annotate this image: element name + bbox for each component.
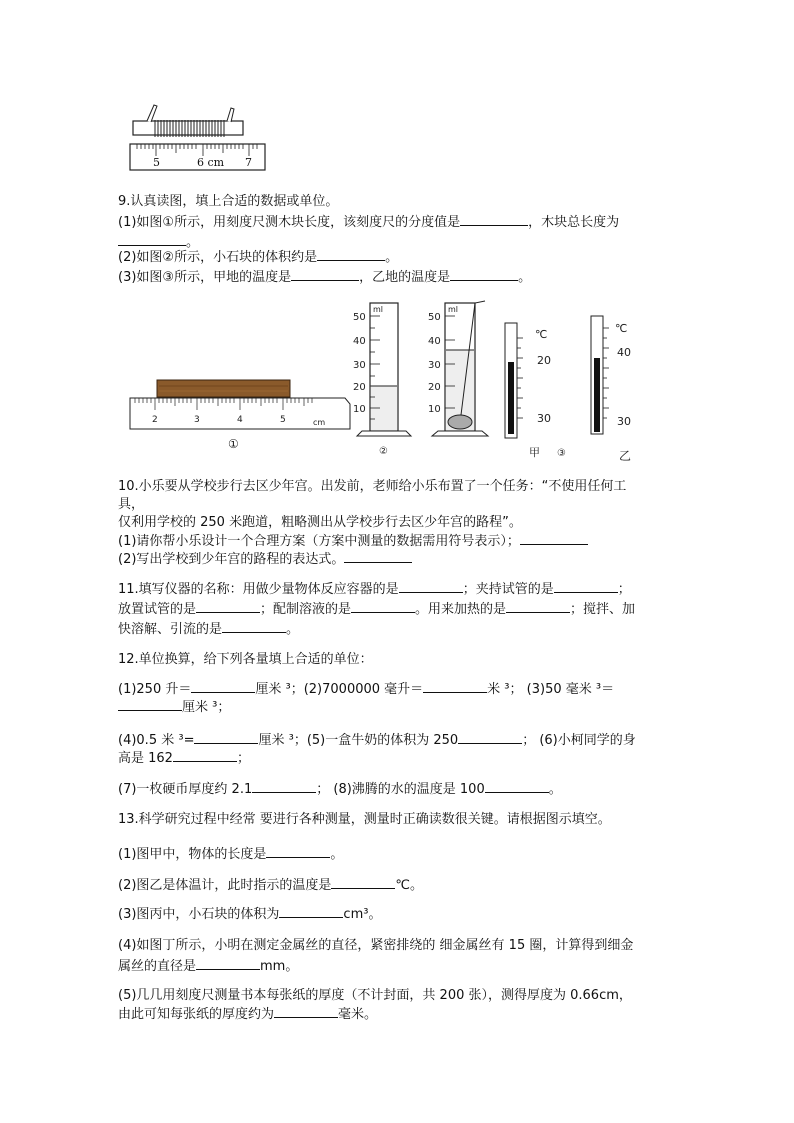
answer-blank[interactable] bbox=[279, 905, 343, 918]
q11-line2: 放置试管的是 ；配制溶液的是 。用来加热的是 ；搅拌、加 bbox=[118, 602, 636, 617]
ruler-num-2: 2 bbox=[152, 415, 158, 425]
q10-line1: 10.小乐要从学校步行去区少年宫。出发前，老师给小乐布置了一个任务：“不使用任何工 bbox=[118, 479, 627, 494]
cyl2-tick-30: 30 bbox=[428, 360, 441, 371]
answer-blank[interactable] bbox=[173, 749, 237, 762]
q12-title: 12.单位换算，给下列各量填上合适的单位： bbox=[118, 652, 373, 667]
q9-part3: (3)如图③所示，甲地的温度是 ，乙地的温度是 。 bbox=[118, 270, 532, 285]
cyl2-tick-20: 20 bbox=[428, 382, 441, 393]
answer-blank[interactable] bbox=[118, 233, 186, 246]
answer-blank[interactable] bbox=[460, 213, 528, 226]
cyl-tick-50: 50 bbox=[353, 312, 366, 323]
ruler-num-3: 3 bbox=[194, 415, 200, 425]
answer-blank[interactable] bbox=[450, 268, 518, 281]
coil-ruler-figure bbox=[125, 100, 270, 172]
answer-blank[interactable] bbox=[266, 845, 330, 858]
cyl2-tick-50: 50 bbox=[428, 312, 441, 323]
thermo1-unit: ℃ bbox=[535, 328, 548, 341]
answer-blank[interactable] bbox=[196, 600, 260, 613]
answer-blank[interactable] bbox=[485, 780, 549, 793]
answer-blank[interactable] bbox=[423, 680, 487, 693]
q12-line1: (1)250 升＝ 厘米 ³；(2)7000000 毫升＝ 米 ³； (3)50 毫米 ³＝ bbox=[118, 682, 615, 697]
ruler-label-7: 7 bbox=[245, 156, 252, 169]
figure-cylinders bbox=[353, 301, 488, 457]
cyl2-tick-40: 40 bbox=[428, 336, 441, 347]
jia-label: 甲 bbox=[529, 446, 540, 459]
ruler-label-5: 5 bbox=[153, 156, 160, 169]
q13-part1: (1)图甲中，物体的长度是 。 bbox=[118, 847, 344, 862]
answer-blank[interactable] bbox=[222, 620, 286, 633]
answer-blank[interactable] bbox=[506, 600, 570, 613]
q9-part2: (2)如图②所示，小石块的体积约是 。 bbox=[118, 250, 399, 265]
figure-label-2: ② bbox=[379, 446, 388, 457]
thermo2-tick-40: 40 bbox=[617, 346, 631, 359]
q10-part1: (1)请你帮小乐设计一个合理方案（方案中测量的数据需用符号表示）； bbox=[118, 532, 588, 551]
answer-blank[interactable] bbox=[274, 1005, 338, 1018]
q13-part4-cont: 属丝的直径是 mm。 bbox=[118, 959, 299, 974]
q12-line2: 厘米 ³； bbox=[118, 698, 230, 717]
q9-part1: (1)如图①所示，用刻度尺测木块长度，该刻度尺的分度值是 ，木块总长度为 bbox=[118, 215, 620, 230]
q13-part5-cont: 由此可知每张纸的厚度约为 毫米。 bbox=[118, 1007, 378, 1022]
q10-line2: 具， bbox=[118, 497, 145, 512]
figure-thermometers bbox=[505, 316, 631, 463]
thermo1-tick-30: 30 bbox=[537, 412, 551, 425]
q11-line3: 快溶解、引流的是 。 bbox=[118, 622, 300, 637]
q10-line3: 仅利用学校的 250 米跑道，粗略测出从学校步行去区少年宫的路程”。 bbox=[118, 515, 522, 530]
ruler-unit: cm bbox=[313, 418, 326, 427]
cyl-tick-10: 10 bbox=[353, 404, 366, 415]
answer-blank[interactable] bbox=[191, 680, 255, 693]
answer-blank[interactable] bbox=[317, 248, 385, 261]
answer-blank[interactable] bbox=[196, 957, 260, 970]
cyl-tick-40: 40 bbox=[353, 336, 366, 347]
cyl2-tick-10: 10 bbox=[428, 404, 441, 415]
cyl-unit-2: ml bbox=[448, 305, 459, 314]
q11-line1: 11.填写仪器的名称：用做少量物体反应容器的是 ；夹持试管的是 ； bbox=[118, 582, 631, 597]
answer-blank[interactable] bbox=[331, 876, 395, 889]
thermo1-tick-20: 20 bbox=[537, 354, 551, 367]
figure-label-3: ③ bbox=[557, 448, 566, 459]
cyl-tick-30: 30 bbox=[353, 360, 366, 371]
ruler-label-6cm: 6 cm bbox=[197, 156, 225, 169]
answer-blank[interactable] bbox=[252, 780, 316, 793]
cyl-tick-20: 20 bbox=[353, 382, 366, 393]
answer-blank[interactable] bbox=[554, 580, 618, 593]
q12-line3: (4)0.5 米 ³= 厘米 ³；(5)一盒牛奶的体积为 250 ； (6)小柯同学的身 bbox=[118, 733, 636, 748]
q13-title: 13.科学研究过程中经常 要进行各种测量，测量时正确读数很关键。请根据图示填空。 bbox=[118, 812, 611, 827]
q9-title: 9.认真读图，填上合适的数据或单位。 bbox=[118, 194, 339, 209]
q13-part2: (2)图乙是体温计，此时指示的温度是 ℃。 bbox=[118, 878, 424, 893]
q13-part3: (3)图丙中，小石块的体积为 cm³。 bbox=[118, 907, 382, 922]
q12-line5: (7)一枚硬币厚度约 2.1 ； (8)沸腾的水的温度是 100 。 bbox=[118, 782, 562, 797]
answer-blank[interactable] bbox=[291, 268, 359, 281]
answer-blank[interactable] bbox=[458, 731, 522, 744]
measurement-figures bbox=[125, 298, 650, 463]
answer-blank[interactable] bbox=[344, 550, 412, 563]
q13-part4: (4)如图丁所示，小明在测定金属丝的直径，紧密排绕的 细金属丝有 15 圈，计算得到细金 bbox=[118, 938, 634, 953]
q9-part1-cont: 。 bbox=[118, 233, 199, 252]
q10-part2: (2)写出学校到少年宫的路程的表达式。 bbox=[118, 550, 412, 569]
q13-part5: (5)几几用刻度尺测量书本每张纸的厚度（不计封面，共 200 张），测得厚度为 0.66cm， bbox=[118, 988, 632, 1003]
ruler-num-5: 5 bbox=[280, 415, 286, 425]
answer-blank[interactable] bbox=[118, 698, 182, 711]
answer-blank[interactable] bbox=[520, 532, 588, 545]
answer-blank[interactable] bbox=[194, 731, 258, 744]
thermo2-unit: ℃ bbox=[615, 322, 628, 335]
q12-line4: 高是 162 ； bbox=[118, 751, 250, 766]
figure-label-1: ① bbox=[228, 437, 239, 451]
yi-label: 乙 bbox=[619, 449, 632, 463]
ruler-num-4: 4 bbox=[237, 415, 243, 425]
answer-blank[interactable] bbox=[351, 600, 415, 613]
figure-ruler-block bbox=[130, 380, 350, 451]
answer-blank[interactable] bbox=[399, 580, 463, 593]
thermo2-tick-30: 30 bbox=[617, 415, 631, 428]
cyl-unit-1: ml bbox=[373, 305, 384, 314]
